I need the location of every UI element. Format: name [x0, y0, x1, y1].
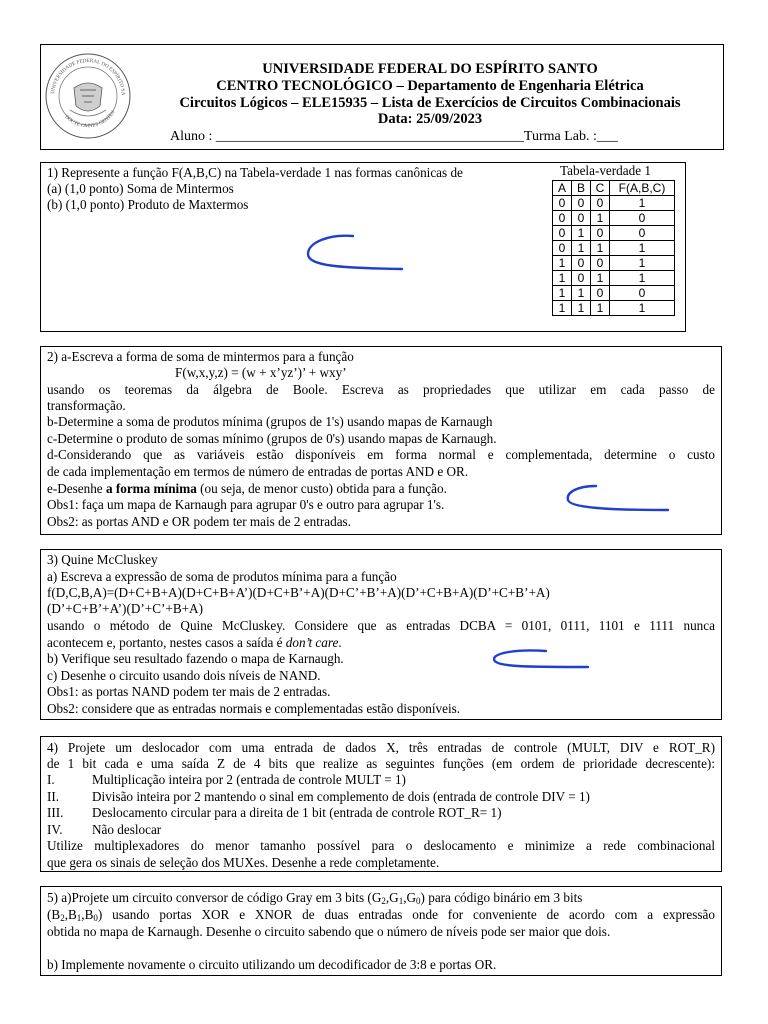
- q3-line-7: b) Verifique seu resultado fazendo o mapa de Karnaugh.: [47, 651, 344, 666]
- cell: 0: [572, 196, 591, 211]
- q2-e-suffix: (ou seja, de menor custo) obtida para a função.: [196, 481, 447, 496]
- q3-dont-care: don’t care: [285, 635, 339, 650]
- sub-b2: 2: [60, 913, 65, 923]
- cell: 1: [572, 241, 591, 256]
- q5-line-1: [47, 890, 715, 906]
- q3-line-1: 3) Quine McCluskey: [47, 552, 158, 567]
- student-line: Aluno : ____________________________________________Turma Lab. :___: [170, 129, 618, 144]
- cell: 1: [591, 211, 610, 226]
- cell: 1: [610, 241, 675, 256]
- q5-line-3: obtida no mapa de Karnaugh. Desenhe o circuito sabendo que o número de níveis pode ser maior que dois.: [47, 924, 611, 939]
- truth-table-title: Tabela-verdade 1: [560, 163, 651, 178]
- q5-l1a: 5) a)Projete um circuito conversor de código Gray em 3 bits (G: [47, 890, 382, 905]
- q2-line-8: de cada implementação em termos de número de entradas de portas AND e OR.: [47, 464, 469, 479]
- q4-line-2: de 1 bit cada e uma saída Z de 4 bits que realize as seguintes funções (em ordem de prioridade decrescente):: [47, 756, 715, 771]
- exam-date: Data: 25/09/2023: [377, 111, 483, 127]
- q4-item-2-num: II.: [47, 789, 60, 804]
- header-f: F(A,B,C): [610, 181, 675, 196]
- cell: 0: [553, 211, 572, 226]
- cell: 1: [610, 301, 675, 316]
- cell: 1: [553, 301, 572, 316]
- cell: 0: [591, 286, 610, 301]
- q3-expression-2: (D’+C+B’+A’)(D’+C’+B+A): [47, 601, 203, 616]
- cell: 1: [610, 271, 675, 286]
- q2-line-1: 2) a-Escreva a forma de soma de mintermos para a função: [47, 349, 354, 364]
- q1-line-1: 1) Represente a função F(A,B,C) na Tabela-verdade 1 nas formas canônicas de: [47, 165, 463, 180]
- cell: 1: [610, 256, 675, 271]
- truth-table-header: [553, 181, 675, 196]
- handwritten-mark-1-icon: [300, 228, 410, 278]
- header-b: B: [572, 181, 591, 196]
- cell: 0: [572, 256, 591, 271]
- q3-line-2: a) Escreva a expressão de soma de produtos mínima para a função: [47, 569, 397, 584]
- q3-obs-1: Obs1: as portas NAND podem ter mais de 2 entradas.: [47, 684, 331, 699]
- cell: 0: [610, 226, 675, 241]
- q2-function: F(w,x,y,z) = (w + x’yz’)’ + wxy’: [175, 365, 347, 380]
- q5-line-1-text: 5) a)Projete um circuito conversor de código Gray em 3 bits $(G_2,G_1,G_0)$ para código binário em 3 bits: [47, 890, 583, 906]
- q3-line-6: [47, 635, 342, 651]
- header-c: C: [591, 181, 610, 196]
- q4-line-4: que gera os sinais de seleção dos MUXes. Desenhe a rede completamente.: [47, 855, 440, 870]
- q3-line-8: c) Desenhe o circuito usando dois níveis de NAND.: [47, 668, 321, 683]
- sub-g1: 1: [398, 896, 404, 906]
- cell: 0: [572, 211, 591, 226]
- sub-g2: 2: [381, 896, 386, 906]
- q4-line-3: Utilize multiplexadores do menor tamanho possível para o deslocamento e minimize a rede combinacional: [47, 838, 715, 853]
- q4-item-2-text: Divisão inteira por 2 mantendo o sinal em complemento de dois (entrada de controle DIV = 1): [92, 789, 590, 804]
- q2-obs-1: Obs1: faça um mapa de Karnaugh para agrupar 0's e outro para agrupar 1's.: [47, 497, 445, 512]
- q4-item-1-num: I.: [47, 772, 55, 787]
- sub-g0: 0: [416, 896, 421, 906]
- q5-line-2: $(B_2,B_1,B_0)$ usando portas XOR e XNOR de duas entradas onde for conveniente de acordo com a expressão: [47, 907, 715, 923]
- cell: 1: [572, 226, 591, 241]
- q2-line-7: d-Considerando que as variáveis estão disponíveis em forma normal e complementada, determine o custo: [47, 447, 715, 462]
- cell: 0: [553, 241, 572, 256]
- q2-line-5: b-Determine a soma de produtos mínima (grupos de 1's) usando mapas de Karnaugh: [47, 414, 493, 429]
- q2-e-prefix: e-Desenhe: [47, 481, 106, 496]
- center-name: CENTRO TECNOLÓGICO – Departamento de Engenharia Elétrica: [216, 78, 644, 94]
- sub-b1: 1: [76, 913, 82, 923]
- table-row: [553, 211, 675, 226]
- cell: 0: [553, 196, 572, 211]
- q1-line-3: (b) (1,0 ponto) Produto de Maxtermos: [47, 197, 249, 212]
- q4-item-4-num: IV.: [47, 822, 63, 837]
- q2-e-bold: a forma mínima: [105, 481, 197, 496]
- q4-line-1: 4) Projete um deslocador com uma entrada de dados X, três entradas de controle (MULT, DIV e ROT_R): [47, 740, 715, 755]
- truth-table: [552, 180, 675, 316]
- table-row: [553, 196, 675, 211]
- q3-dc-prefix: acontecem e, portanto, nestes casos a saída é: [47, 635, 286, 650]
- q2-line-9: [47, 481, 447, 497]
- q4-item-3-num: III.: [47, 805, 64, 820]
- cell: 1: [591, 241, 610, 256]
- cell: 0: [553, 226, 572, 241]
- table-row: [553, 271, 675, 286]
- cell: 1: [553, 271, 572, 286]
- table-row: [553, 286, 675, 301]
- sub-b0: 0: [93, 913, 98, 923]
- cell: 1: [591, 271, 610, 286]
- cell: 0: [591, 196, 610, 211]
- svg-text:DOCTE OMNES GENTES: DOCTE OMNES GENTES: [63, 109, 117, 130]
- q2-line-6: c-Determine o produto de somas mínimo (grupos de 0's) usando mapas de Karnaugh.: [47, 431, 497, 446]
- q3-dc-suffix: .: [338, 635, 342, 650]
- q4-item-1-text: Multiplicação inteira por 2 (entrada de controle MULT = 1): [92, 772, 406, 787]
- university-name: UNIVERSIDADE FEDERAL DO ESPÍRITO SANTO: [262, 61, 598, 77]
- cell: 1: [591, 301, 610, 316]
- q2-obs-2: Obs2: as portas AND e OR podem ter mais de 2 entradas.: [47, 514, 351, 529]
- cell: 1: [610, 196, 675, 211]
- cell: 1: [553, 286, 572, 301]
- q3-expression-1: f(D,C,B,A)=(D+C+B+A)(D+C+B+A’)(D+C+B’+A)(D+C’+B’+A)(D’+C+B+A)(D’+C+B’+A): [47, 585, 550, 600]
- table-row: [553, 301, 675, 316]
- cell: 1: [572, 301, 591, 316]
- q5-l1b: para código binário em 3 bits: [424, 890, 583, 905]
- q2-line-3: usando os teoremas da álgebra de Boole. Escreva as propriedades que utilizar em cada passo de: [47, 382, 715, 397]
- cell: 1: [572, 286, 591, 301]
- q2-line-4: transformação.: [47, 398, 126, 413]
- cell: 0: [610, 286, 675, 301]
- course-title: Circuitos Lógicos – ELE15935 – Lista de Exercícios de Circuitos Combinacionais: [179, 95, 681, 111]
- cell: 0: [591, 226, 610, 241]
- table-row: [553, 241, 675, 256]
- q4-item-4-text: Não deslocar: [92, 822, 162, 837]
- q5-line-4: b) Implemente novamente o circuito utilizando um decodificador de 3:8 e portas OR.: [47, 957, 497, 972]
- q5-l2b: usando portas XOR e XNOR de duas entradas onde for conveniente de acordo com a expressão: [102, 907, 715, 922]
- table-row: [553, 256, 675, 271]
- q3-obs-2: Obs2: considere que as entradas normais e complementadas estão disponíveis.: [47, 701, 461, 716]
- cell: 0: [572, 271, 591, 286]
- q1-line-2: (a) (1,0 ponto) Soma de Mintermos: [47, 181, 234, 196]
- cell: 0: [610, 211, 675, 226]
- q4-item-3-text: Deslocamento circular para a direita de 1 bit (entrada de controle ROT_R= 1): [92, 805, 502, 820]
- svg-text:UNIVERSIDADE FEDERAL DO ESPÍRI: UNIVERSIDADE FEDERAL DO ESPÍRITO SA: [50, 57, 127, 96]
- handwritten-mark-3-icon: [486, 645, 596, 675]
- table-row: [553, 226, 675, 241]
- cell: 1: [553, 256, 572, 271]
- university-seal-icon: [44, 52, 132, 140]
- cell: 0: [591, 256, 610, 271]
- handwritten-mark-2-icon: [560, 480, 672, 516]
- header-a: A: [553, 181, 572, 196]
- q3-line-5: usando o método de Quine McCluskey. Considere que as entradas DCBA = 0101, 0111, 1101 e 1111 nunca: [47, 618, 715, 633]
